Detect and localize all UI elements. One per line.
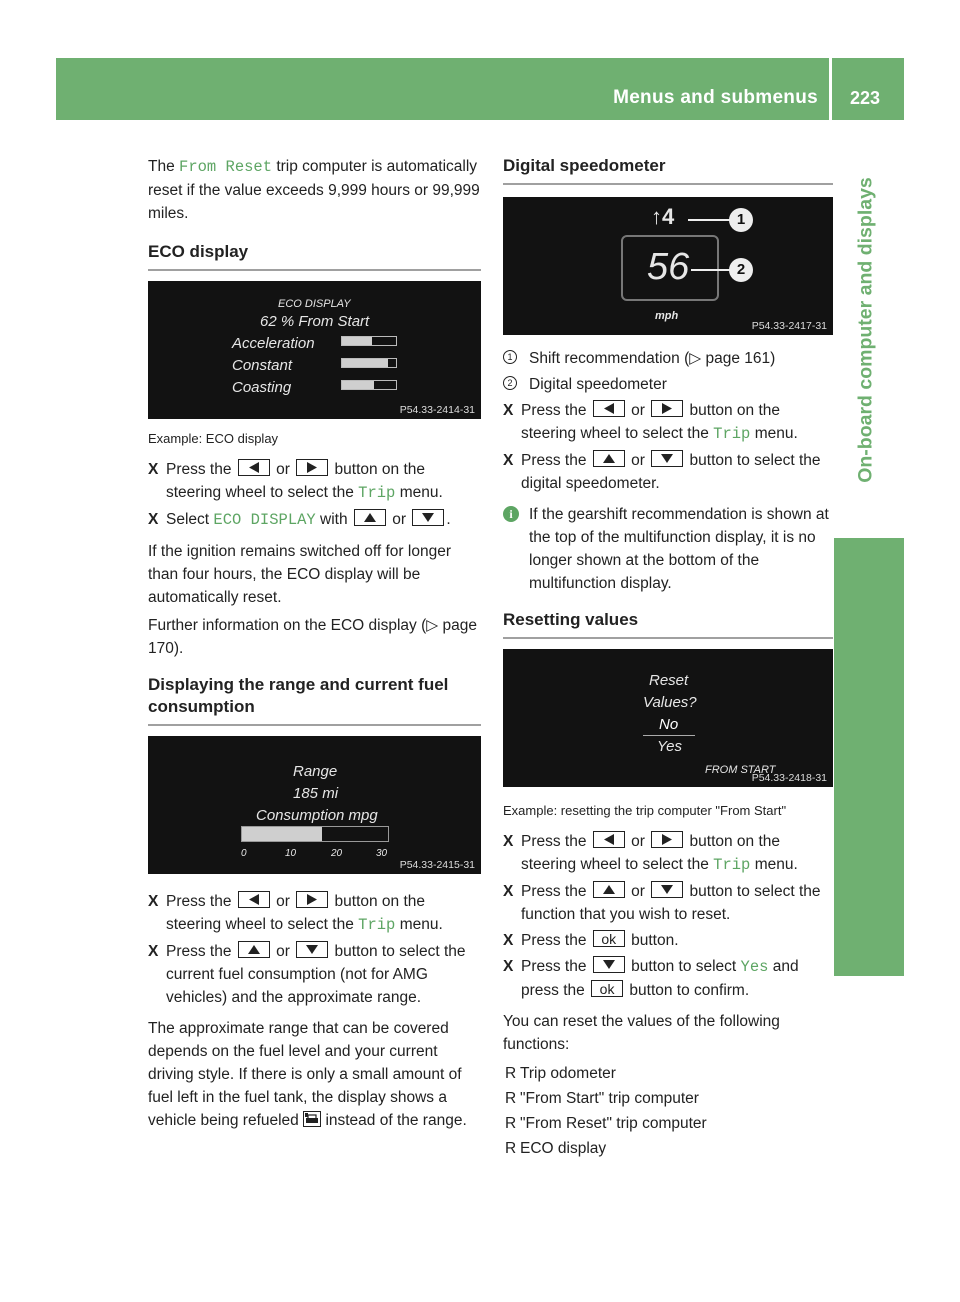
list-item: R ECO display [503,1137,833,1160]
bullet-marker: R [505,1090,517,1107]
eco-caption: Example: ECO display [148,431,279,446]
step: X Press the ok button. [503,929,833,952]
step: X Select ECO DISPLAY with or . [148,508,481,532]
right-arrow-key-icon [651,400,683,417]
legend-item: 2 Digital speedometer [503,373,833,396]
step-arrow-icon: X [148,943,159,960]
callout-marker: 1 [729,208,753,232]
speed-unit: mph [655,310,679,322]
step-arrow-icon: X [503,883,514,900]
list-item: R "From Start" trip computer [503,1087,833,1110]
image-code: P54.33-2418-31 [751,772,827,784]
side-tab [846,150,886,510]
refuel-icon [303,1111,321,1127]
callout-number: 2 [503,376,517,390]
up-arrow-key-icon [593,450,625,467]
right-arrow-key-icon [651,831,683,848]
down-arrow-key-icon [412,509,444,526]
reset-caption: Example: resetting the trip computer "From Start" [503,803,787,818]
image-code: P54.33-2417-31 [751,320,827,332]
intro-paragraph: The From Reset trip computer is automatically reset if the value exceeds 9,999 hours or 99,999 miles. [148,158,480,222]
step: X Press the or button to select the function that you wish to reset. [503,880,833,926]
step: X Press the or button on the steering wheel to select the Trip menu. [503,830,833,877]
speed-value: 56 [647,246,690,288]
up-arrow-key-icon [593,881,625,898]
up-arrow-key-icon [238,941,270,958]
eco-paragraph: Further information on the ECO display (▷ page 170). [148,617,477,657]
left-column [148,155,481,1137]
range-heading: Displaying the range and current fuel consumption [148,674,481,726]
left-arrow-key-icon [593,831,625,848]
callout-line [691,269,731,271]
reset-option: Yes [657,738,683,755]
eco-paragraph: If the ignition remains switched off for longer than four hours, the ECO display will be automatically reset. [148,543,451,606]
scale-tick: 20 [331,848,343,859]
eco-screen-subtitle: 62 % From Start [260,313,370,330]
info-icon: i [503,506,519,522]
bullet-marker: R [505,1065,517,1082]
gear-indicator: ↑4 [651,204,675,229]
right-column [503,155,833,1162]
bullet-marker: R [505,1140,517,1157]
reset-paragraph: You can reset the values of the following functions: [503,1013,780,1053]
step-arrow-icon: X [148,893,159,910]
left-arrow-key-icon [593,400,625,417]
bullet-marker: R [505,1115,517,1132]
step-arrow-icon: X [148,461,159,478]
range-label: Range [293,763,338,780]
callout-marker: 2 [729,258,753,282]
down-arrow-key-icon [651,881,683,898]
list-item: R Trip odometer [503,1062,833,1085]
down-arrow-key-icon [296,941,328,958]
eco-bar [341,380,397,390]
right-arrow-key-icon [296,459,328,476]
step-arrow-icon: X [503,402,514,419]
step: X Press the or button to select the current fuel consumption (not for AMG vehicles) and the approximate range. [148,940,481,1009]
eco-display-screenshot [148,281,481,419]
reset-title: Reset [649,672,689,689]
step: X Press the or button on the steering wheel to select the Trip menu. [148,890,481,937]
step-arrow-icon: X [503,932,514,949]
eco-bar [341,336,397,346]
section-title: Menus and submenus [613,87,818,108]
image-code: P54.33-2415-31 [399,859,475,871]
range-paragraph: The approximate range that can be covered depends on the fuel level and your current driving style. If there is only a small amount of fuel left in the fuel tank, the display shows a vehicle being refueled instead of the range. [148,1020,467,1129]
callout-line [688,219,730,221]
list-item: R "From Reset" trip computer [503,1112,833,1135]
step: X Press the or button on the steering wheel to select the Trip menu. [503,399,833,446]
eco-row-label: Acceleration [232,335,315,352]
reset-screenshot [503,649,833,787]
up-arrow-key-icon [354,509,386,526]
ok-key-icon: ok [593,930,625,947]
down-arrow-key-icon [593,956,625,973]
info-note: i If the gearshift recommendation is shown at the top of the multifunction display, it is no longer shown at the bottom of the multifunction display. [503,503,833,595]
right-arrow-key-icon [296,891,328,908]
ok-key-icon: ok [591,980,623,997]
callout-number: 1 [503,350,517,364]
scale-tick: 10 [285,848,297,859]
speedometer-screenshot [503,197,833,335]
reset-heading: Resetting values [503,609,833,639]
eco-row-label: Coasting [232,379,292,396]
left-arrow-key-icon [238,459,270,476]
legend-item: 1 Shift recommendation (▷ page 161) [503,347,833,370]
down-arrow-key-icon [651,450,683,467]
header-divider [829,58,832,120]
step: X Press the or button to select the digital speedometer. [503,449,833,495]
step-arrow-icon: X [503,958,514,975]
header-bar [56,58,904,120]
step-arrow-icon: X [503,452,514,469]
image-code: P54.33-2414-31 [399,404,475,416]
step: X Press the or button on the steering wheel to select the Trip menu. [148,458,481,505]
step-arrow-icon: X [503,833,514,850]
scale-tick: 30 [376,848,388,859]
side-tab-label: On-board computer and displays [854,177,877,483]
eco-row-label: Constant [232,357,293,374]
eco-heading: ECO display [148,241,481,271]
reset-option-selected: No [659,716,679,733]
eco-screen-title: ECO DISPLAY [278,298,351,310]
eco-bar [341,358,397,368]
range-value: 185 mi [293,785,339,802]
side-color-block [834,538,904,976]
left-arrow-key-icon [238,891,270,908]
scale-tick: 0 [241,848,247,859]
range-display-screenshot [148,736,481,874]
step-arrow-icon: X [148,511,159,528]
step: X Press the button to select Yes and press the ok button to confirm. [503,955,833,1002]
reset-title: Values? [643,694,697,711]
reset-footer: FROM START [705,764,776,776]
consumption-label: Consumption mpg [256,807,378,824]
speedo-heading: Digital speedometer [503,155,833,185]
page-number: 223 [849,88,880,108]
consumption-bar [241,826,389,842]
